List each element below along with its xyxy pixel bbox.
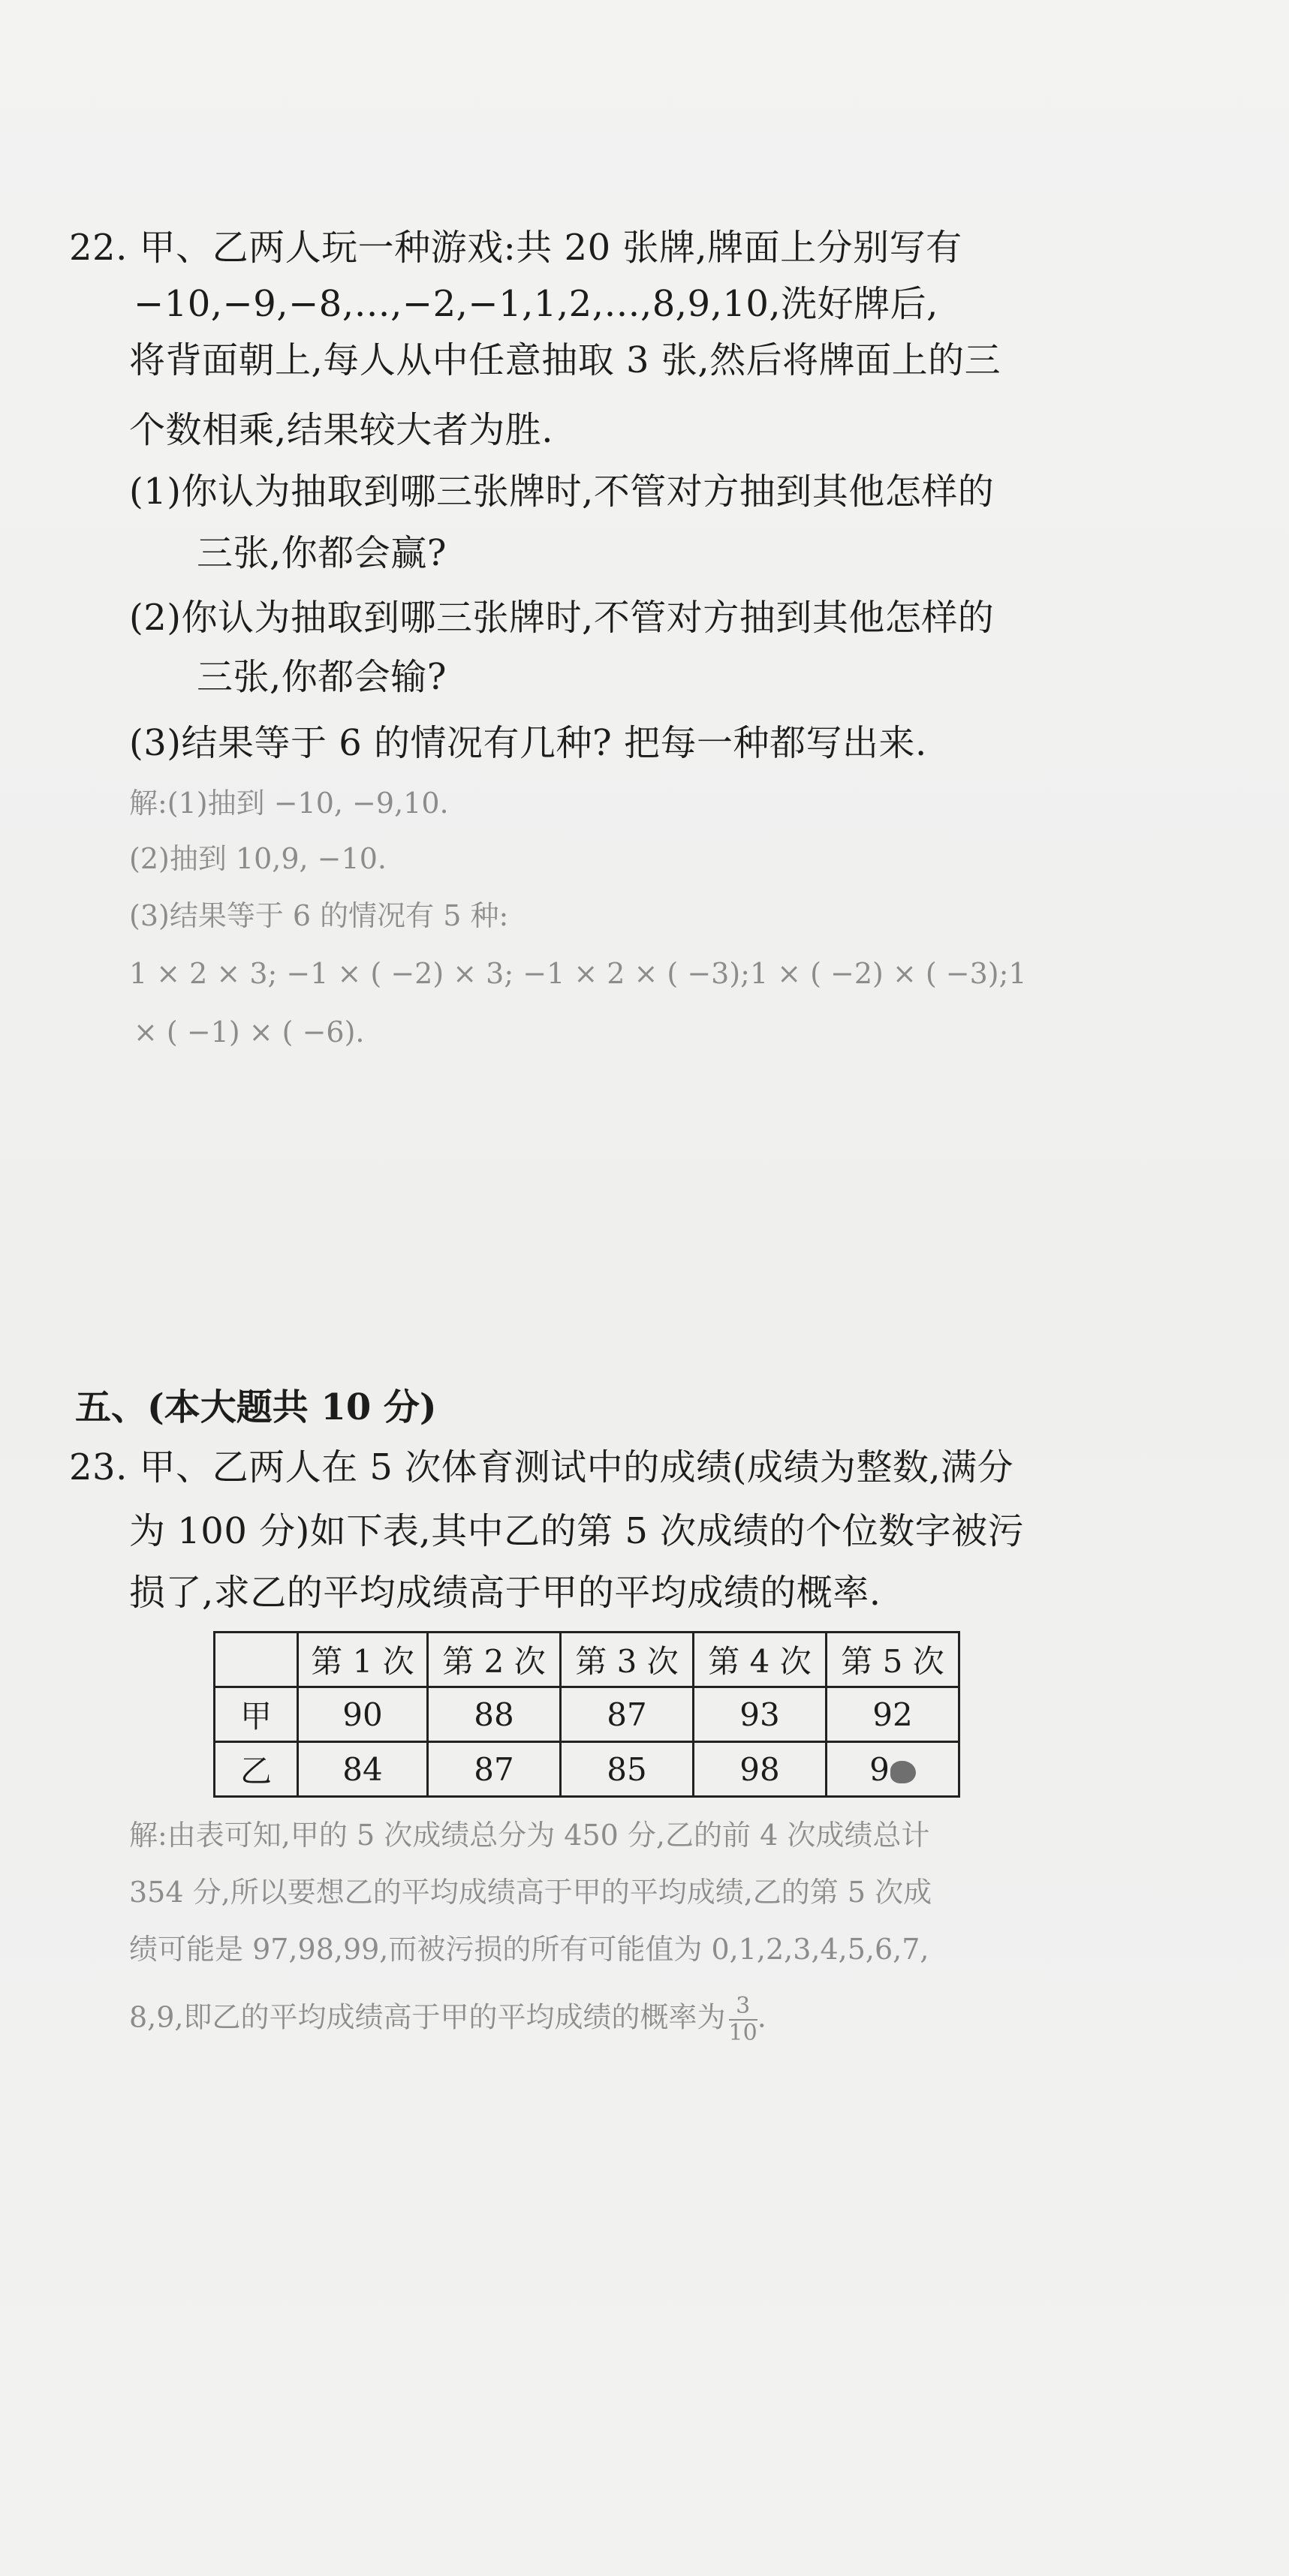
q23-answer-1: 解:由表可知,甲的 5 次成绩总分为 450 分,乙的前 4 次成绩总计 — [129, 1819, 930, 1852]
q23-answer-3: 绩可能是 97,98,99,而被污损的所有可能值为 0,1,2,3,4,5,6,7, — [129, 1933, 929, 1966]
q22-answer-2: (2)抽到 10,9, −10. — [129, 842, 387, 875]
table-row-yi — [215, 1742, 959, 1797]
q22-sub2-line-1: (2)你认为抽取到哪三张牌时,不管对方抽到其他怎样的 — [129, 597, 995, 639]
table-cell: 87 — [561, 1687, 694, 1742]
q22-answer-5: × ( −1) × ( −6). — [134, 1016, 365, 1049]
q22-line-3: 将背面朝上,每人从中任意抽取 3 张,然后将牌面上的三 — [129, 339, 1001, 381]
q23-answer-4-end: . — [757, 2000, 766, 2034]
q22-sub1-line-1: (1)你认为抽取到哪三张牌时,不管对方抽到其他怎样的 — [129, 471, 995, 513]
fraction-numerator: 3 — [729, 1994, 757, 2021]
fraction-denominator: 10 — [728, 2020, 757, 2046]
q23-answer-2: 354 分,所以要想乙的平均成绩高于甲的平均成绩,乙的第 5 次成 — [129, 1876, 932, 1909]
table-cell: 92 — [827, 1687, 959, 1742]
row-label-yi: 乙 — [215, 1742, 298, 1797]
section-5-heading: 五、(本大题共 10 分) — [75, 1386, 437, 1428]
q22-sub1-line-2: 三张,你都会赢? — [197, 532, 447, 574]
smudged-score-cell — [827, 1742, 959, 1797]
table-row-jia — [215, 1687, 959, 1742]
q22-answer-3: (3)结果等于 6 的情况有 5 种: — [129, 899, 509, 932]
table-cell: 90 — [298, 1687, 428, 1742]
table-cell: 93 — [694, 1687, 827, 1742]
q22-answer-1: 解:(1)抽到 −10, −9,10. — [129, 787, 449, 820]
table-cell: 98 — [694, 1742, 827, 1797]
probability-fraction — [729, 1994, 757, 2046]
smudged-score-tens-digit: 9 — [869, 1750, 890, 1788]
table-cell: 88 — [428, 1687, 561, 1742]
q23-line-3: 损了,求乙的平均成绩高于甲的平均成绩的概率. — [129, 1572, 881, 1614]
q22-line-4: 个数相乘,结果较大者为胜. — [129, 409, 554, 451]
q22-line-1: 22. 甲、乙两人玩一种游戏:共 20 张牌,牌面上分别写有 — [69, 227, 962, 269]
q22-sub2-line-2: 三张,你都会输? — [197, 656, 447, 698]
ink-smudge-icon — [890, 1761, 916, 1783]
q23-line-1: 23. 甲、乙两人在 5 次体育测试中的成绩(成绩为整数,满分 — [69, 1446, 1014, 1488]
table-cell — [215, 1633, 298, 1687]
q23-line-2: 为 100 分)如下表,其中乙的第 5 次成绩的个位数字被污 — [129, 1510, 1025, 1552]
table-cell: 85 — [561, 1742, 694, 1797]
table-header-cell: 第 5 次 — [827, 1633, 959, 1687]
table-header-cell: 第 4 次 — [694, 1633, 827, 1687]
table-header-cell: 第 2 次 — [428, 1633, 561, 1687]
q22-sub3: (3)结果等于 6 的情况有几种? 把每一种都写出来. — [129, 722, 927, 764]
table-header-cell: 第 1 次 — [298, 1633, 428, 1687]
q23-answer-4-text: 8,9,即乙的平均成绩高于甲的平均成绩的概率为 — [129, 2000, 726, 2034]
q22-line-2: −10,−9,−8,…,−2,−1,1,2,…,8,9,10,洗好牌后, — [134, 283, 938, 325]
scores-table — [213, 1631, 960, 1798]
row-label-jia: 甲 — [215, 1687, 298, 1742]
table-cell: 87 — [428, 1742, 561, 1797]
table-header-row — [215, 1633, 959, 1687]
table-header-cell: 第 3 次 — [561, 1633, 694, 1687]
table-cell: 84 — [298, 1742, 428, 1797]
q22-answer-4: 1 × 2 × 3; −1 × ( −2) × 3; −1 × 2 × ( −3);1 × ( −2) × ( −3);1 — [129, 957, 1027, 990]
q23-answer-4 — [129, 1994, 766, 2046]
